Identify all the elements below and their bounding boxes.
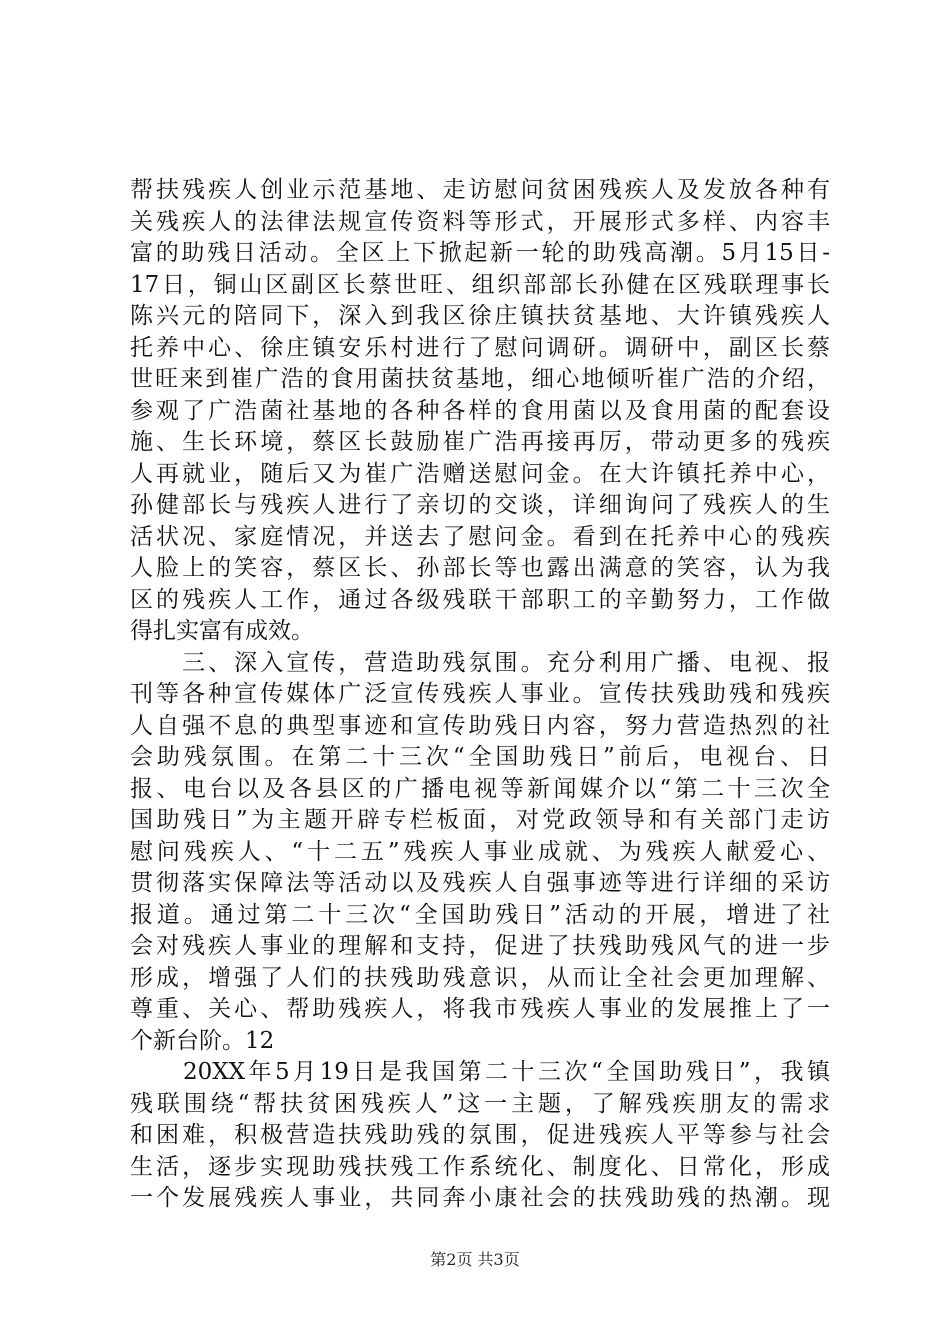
text-line: 三、深入宣传，营造助残氛围。充分利用广播、电视、报	[130, 649, 830, 676]
text-line: 人自强不息的典型事迹和宣传助残日内容，努力营造热烈的社	[130, 712, 830, 739]
text-line: 生活，逐步实现助残扶残工作系统化、制度化、日常化，形成	[130, 1153, 830, 1180]
text-line: 和困难，积极营造扶残助残的氛围，促进残疾人平等参与社会	[130, 1122, 830, 1148]
text-line: 尊重、关心、帮助残疾人，将我市残疾人事业的发展推上了一	[130, 996, 830, 1022]
text-line: 慰问残疾人、“十二五”残疾人事业成就、为残疾人献爱心、	[130, 838, 830, 865]
text-line: 施、生长环境，蔡区长鼓励崔广浩再接再厉，带动更多的残疾	[130, 429, 830, 455]
text-line: 人再就业，随后又为崔广浩赠送慰问金。在大许镇托养中心，	[130, 460, 830, 487]
text-line: 富的助残日活动。全区上下掀起新一轮的助残高潮。5月15日-	[130, 240, 830, 266]
text-line: 陈兴元的陪同下，深入到我区徐庄镇扶贫基地、大许镇残疾人	[130, 303, 830, 329]
text-line: 关残疾人的法律法规宣传资料等形式，开展形式多样、内容丰	[130, 208, 830, 235]
text-line: 参观了广浩菌社基地的各种各样的食用菌以及食用菌的配套设	[130, 397, 830, 424]
text-line: 残联围绕“帮扶贫困残疾人”这一主题，了解残疾朋友的需求	[130, 1090, 830, 1117]
text-line: 活状况、家庭情况，并送去了慰问金。看到在托养中心的残疾	[130, 523, 830, 550]
text-line: 17日，铜山区副区长蔡世旺、组织部部长孙健在区残联理事长	[130, 271, 830, 298]
text-line: 报、电台以及各县区的广播电视等新闻媒介以“第二十三次全	[130, 775, 830, 802]
text-line: 孙健部长与残疾人进行了亲切的交谈，详细询问了残疾人的生	[130, 492, 830, 518]
text-line: 人脸上的笑容，蔡区长、孙部长等也露出满意的笑容，认为我	[130, 555, 830, 581]
text-line: 20XX年5月19日是我国第二十三次“全国助残日”，我镇	[130, 1059, 830, 1085]
text-line: 区的残疾人工作，通过各级残联干部职工的辛勤努力，工作做	[130, 586, 830, 613]
text-line: 个新台阶。12	[130, 1027, 275, 1054]
paragraph	[130, 1057, 830, 1215]
text-line: 国助残日”为主题开辟专栏板面，对党政领导和有关部门走访	[130, 807, 830, 833]
text-line: 刊等各种宣传媒体广泛宣传残疾人事业。宣传扶残助残和残疾	[130, 681, 830, 707]
text-line: 形成，增强了人们的扶残助残意识，从而让全社会更加理解、	[130, 964, 830, 991]
page-footer: 第2页 共3页	[430, 1250, 520, 1269]
text-line: 贯彻落实保障法等活动以及残疾人自强事迹等进行详细的采访	[130, 870, 830, 896]
text-line: 得扎实富有成效。	[130, 618, 314, 644]
text-line: 报道。通过第二十三次“全国助残日”活动的开展，增进了社	[130, 901, 830, 928]
text-line: 世旺来到崔广浩的食用菌扶贫基地，细心地倾听崔广浩的介绍，	[130, 366, 830, 392]
document-body	[130, 175, 830, 1215]
text-line: 会对残疾人事业的理解和支持，促进了扶残助残风气的进一步	[130, 933, 830, 959]
paragraph	[130, 175, 830, 648]
text-line: 一个发展残疾人事业，共同奔小康社会的扶残助残的热潮。现	[130, 1185, 830, 1211]
paragraph	[130, 648, 830, 1058]
text-line: 托养中心、徐庄镇安乐村进行了慰问调研。调研中，副区长蔡	[130, 334, 830, 361]
text-line: 帮扶残疾人创业示范基地、走访慰问贫困残疾人及发放各种有	[130, 177, 830, 203]
text-line: 会助残氛围。在第二十三次“全国助残日”前后，电视台、日	[130, 744, 830, 770]
